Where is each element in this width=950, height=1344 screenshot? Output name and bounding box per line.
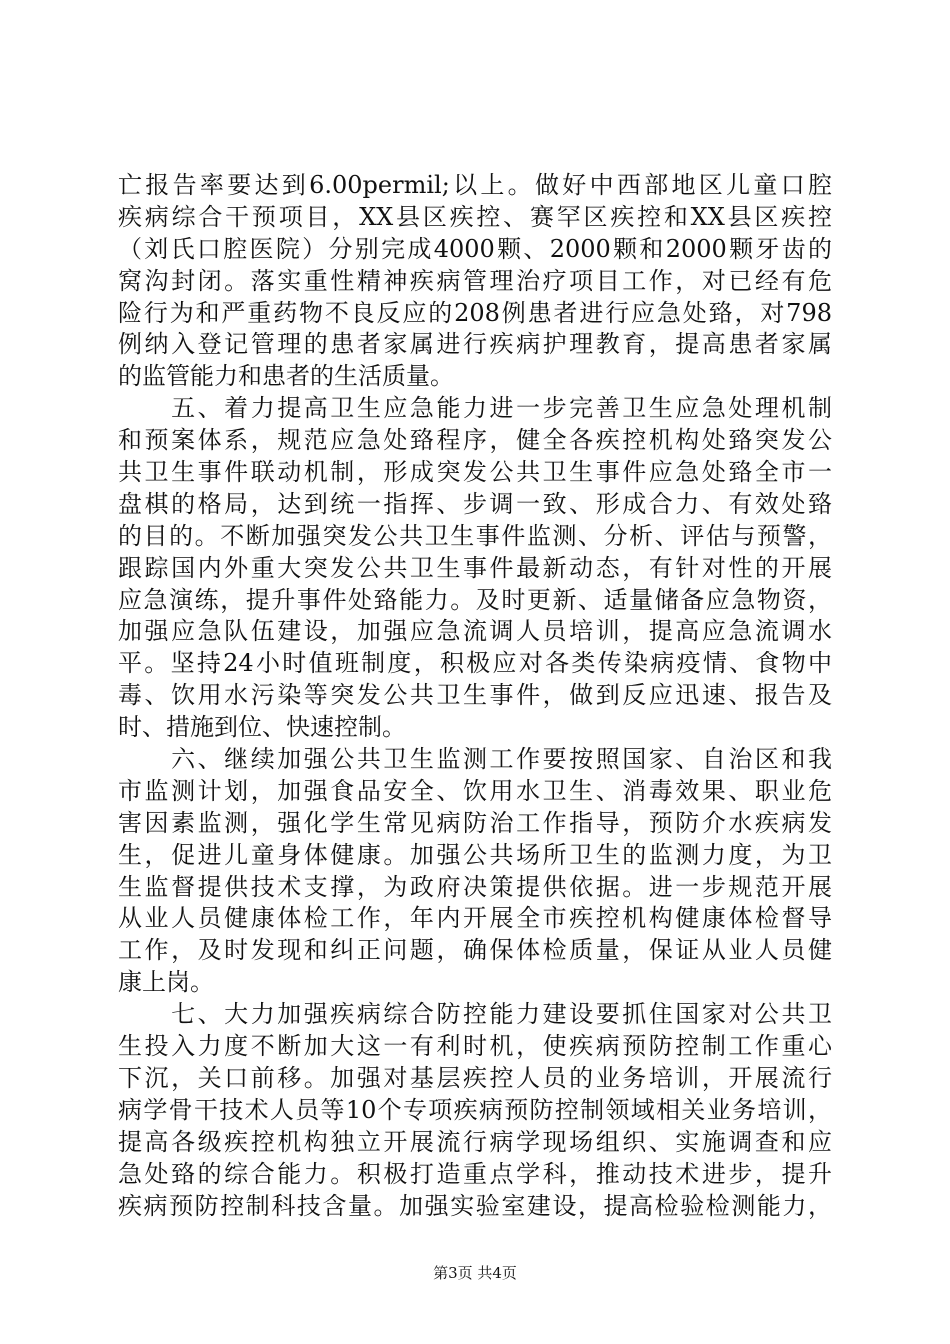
text-line: 亡报告率要达到6.00permil;以上。做好中西部地区儿童口腔	[118, 171, 832, 199]
text-line: 窝沟封闭。落实重性精神疾病管理治疗项目工作，对已经有危	[118, 266, 832, 295]
page-footer: 第3页 共4页	[433, 1264, 517, 1282]
text-line: 从业人员健康体检工作，年内开展全市疾控机构健康体检督导	[118, 904, 832, 933]
text-line: 共卫生事件联动机制，形成突发公共卫生事件应急处臵全市一	[118, 458, 832, 487]
text-line: 害因素监测，强化学生常见病防治工作指导，预防介水疾病发	[118, 808, 832, 837]
text-line: 平。坚持24小时值班制度，积极应对各类传染病疫情、食物中	[118, 649, 832, 678]
text-line: 时、措施到位、快速控制。	[118, 713, 406, 742]
text-line: 盘棋的格局，达到统一指挥、步调一致、形成合力、有效处臵	[118, 489, 832, 518]
text-line: 提高各级疾控机构独立开展流行病学现场组织、实施调查和应	[118, 1127, 832, 1156]
text-line: 的目的。不断加强突发公共卫生事件监测、分析、评估与预警，	[118, 521, 832, 550]
text-line: 生，促进儿童身体健康。加强公共场所卫生的监测力度，为卫	[118, 840, 832, 869]
text-line: 七、大力加强疾病综合防控能力建设要抓住国家对公共卫	[118, 1000, 832, 1029]
text-line: 工作，及时发现和纠正问题，确保体检质量，保证从业人员健	[118, 936, 832, 965]
text-line: 康上岗。	[118, 968, 214, 997]
paragraph	[118, 744, 832, 999]
text-line: 生监督提供技术支撑，为政府决策提供依据。进一步规范开展	[118, 872, 832, 901]
text-line: 五、着力提高卫生应急能力进一步完善卫生应急处理机制	[118, 394, 832, 423]
text-line: 加强应急队伍建设，加强应急流调人员培训，提高应急流调水	[118, 617, 832, 646]
text-line: 例纳入登记管理的患者家属进行疾病护理教育，提高患者家属	[118, 330, 832, 359]
text-line: 险行为和严重药物不良反应的208例患者进行应急处臵，对798	[118, 298, 832, 327]
text-line: 病学骨干技术人员等10个专项疾病预防控制领域相关业务培训，	[118, 1095, 832, 1124]
text-line: 毒、饮用水污染等突发公共卫生事件，做到反应迅速、报告及	[118, 681, 832, 710]
text-line: 应急演练，提升事件处臵能力。及时更新、适量储备应急物资，	[118, 585, 832, 614]
text-line: 下沉，关口前移。加强对基层疾控人员的业务培训，开展流行	[118, 1063, 832, 1092]
text-line: 的监管能力和患者的生活质量。	[118, 362, 454, 391]
text-line: 市监测计划，加强食品安全、饮用水卫生、消毒效果、职业危	[118, 776, 832, 805]
text-line: 生投入力度不断加大这一有利时机，使疾病预防控制工作重心	[118, 1032, 832, 1061]
text-line: （刘氏口腔医院）分别完成4000颗、2000颗和2000颗牙齿的	[118, 234, 832, 263]
text-line: 疾病综合干预项目，XX县区疾控、赛罕区疾控和XX县区疾控	[118, 202, 832, 231]
text-line: 六、继续加强公共卫生监测工作要按照国家、自治区和我	[118, 745, 832, 774]
text-line: 跟踪国内外重大突发公共卫生事件最新动态，有针对性的开展	[118, 553, 832, 582]
text-line: 急处臵的综合能力。积极打造重点学科，推动技术进步，提升	[118, 1159, 832, 1188]
text-line: 和预案体系，规范应急处臵程序，健全各疾控机构处臵突发公	[118, 426, 832, 455]
text-line: 疾病预防控制科技含量。加强实验室建设，提高检验检测能力，	[118, 1191, 832, 1220]
paragraph	[118, 393, 832, 744]
document-body	[118, 170, 832, 1222]
paragraph	[118, 999, 832, 1222]
paragraph	[118, 170, 832, 393]
